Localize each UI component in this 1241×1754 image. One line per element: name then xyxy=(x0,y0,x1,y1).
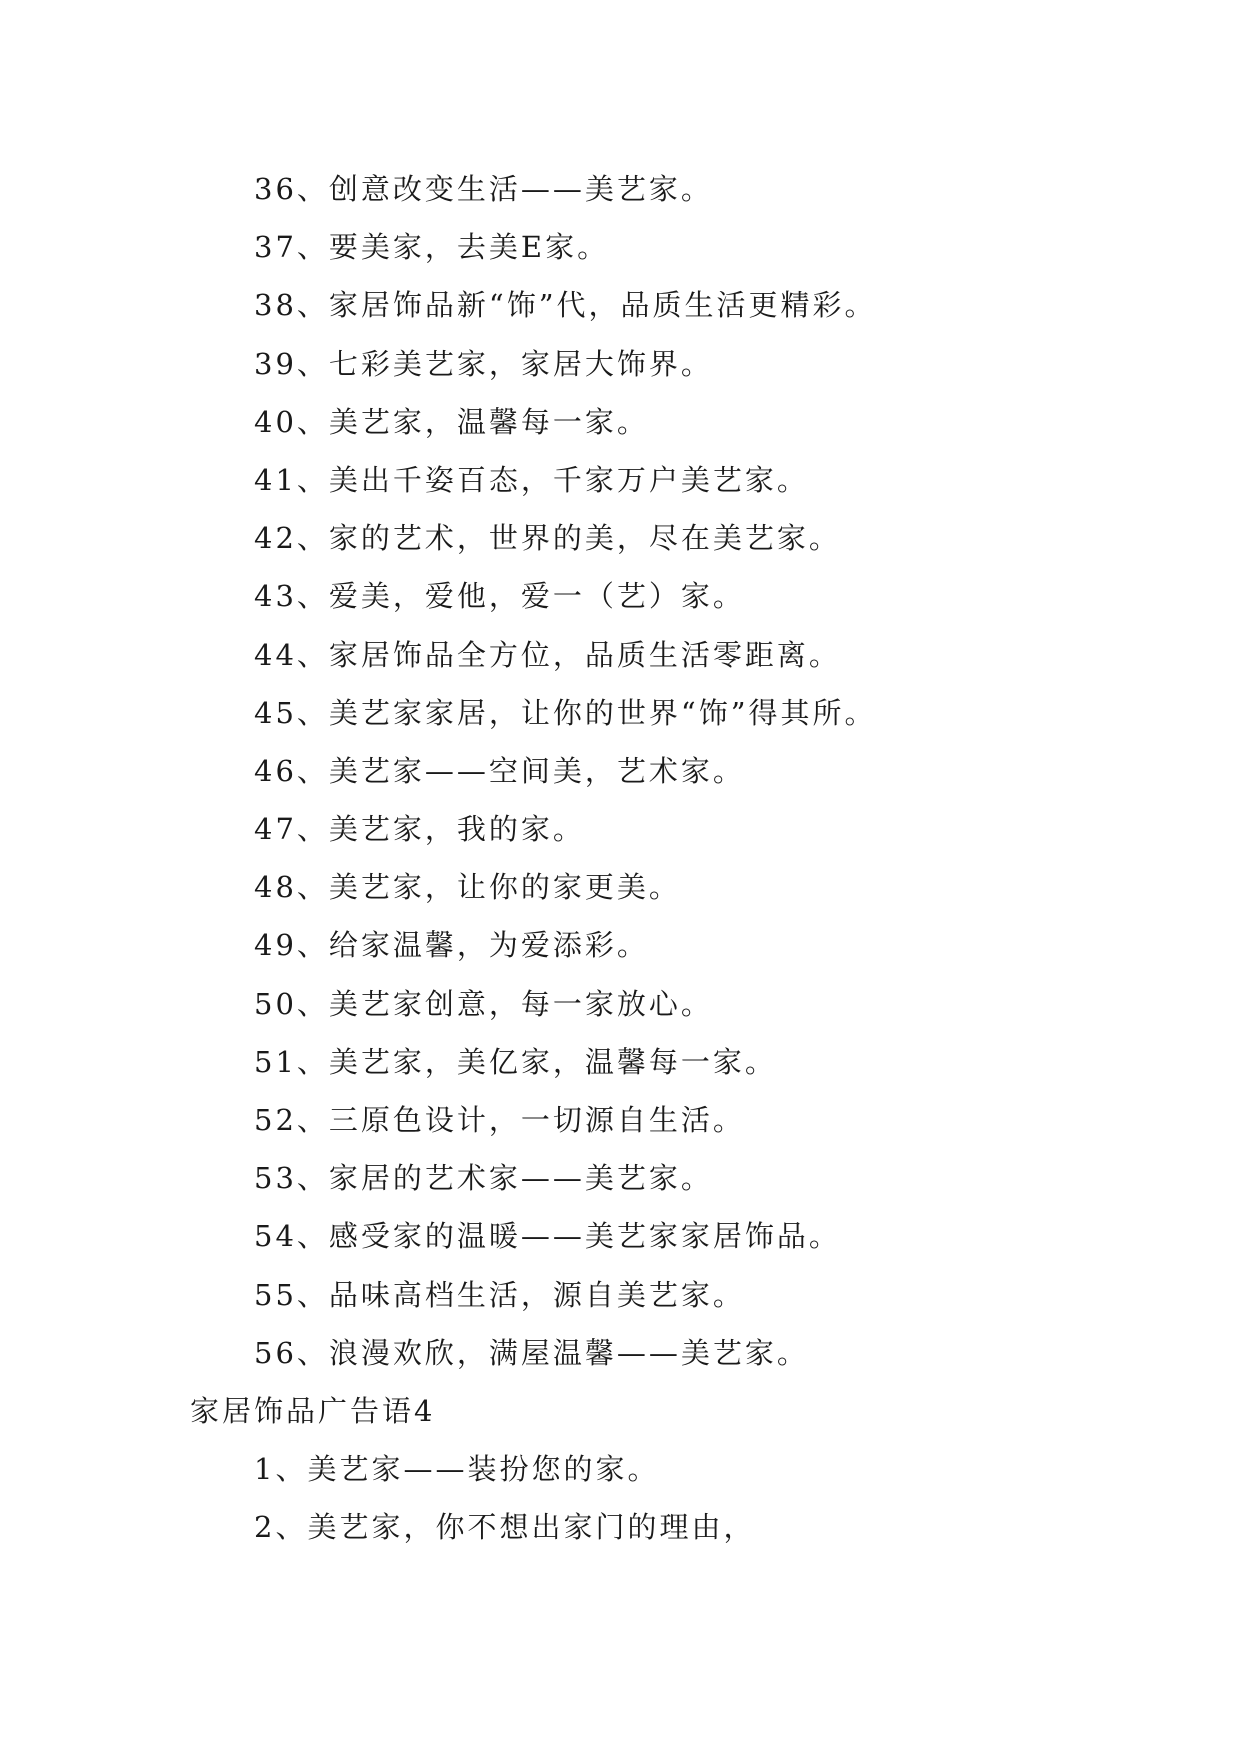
list-item: 45、美艺家家居，让你的世界“饰”得其所。 xyxy=(254,695,877,730)
list-item: 37、要美家，去美E家。 xyxy=(254,230,610,265)
list-item: 47、美艺家，我的家。 xyxy=(254,812,585,847)
list-item: 52、三原色设计，一切源自生活。 xyxy=(254,1103,745,1137)
list-item: 42、家的艺术，世界的美，尽在美艺家。 xyxy=(254,521,841,556)
list-item: 44、家居饰品全方位，品质生活零距离。 xyxy=(254,637,841,672)
list-item: 46、美艺家——空间美，艺术家。 xyxy=(254,753,745,788)
list-item: 49、给家温馨，为爱添彩。 xyxy=(254,928,649,963)
list-item: 55、品味高档生活，源自美艺家。 xyxy=(254,1277,745,1312)
list-item: 53、家居的艺术家——美艺家。 xyxy=(254,1161,713,1196)
document-body xyxy=(190,160,1150,1557)
list-item: 2、美艺家，你不想出家门的理由， xyxy=(254,1510,756,1545)
list-item: 40、美艺家，温馨每一家。 xyxy=(254,404,649,439)
list-item: 36、创意改变生活——美艺家。 xyxy=(254,172,713,206)
list-item: 48、美艺家，让你的家更美。 xyxy=(254,870,681,905)
list-item: 1、美艺家——装扮您的家。 xyxy=(254,1452,660,1487)
list-item: 43、爱美，爱他，爱一（艺）家。 xyxy=(254,579,745,614)
list-item: 50、美艺家创意，每一家放心。 xyxy=(254,986,713,1021)
section-heading: 家居饰品广告语4 xyxy=(190,1393,436,1428)
list-item: 41、美出千姿百态，千家万户美艺家。 xyxy=(254,462,809,497)
list-item: 54、感受家的温暖——美艺家家居饰品。 xyxy=(254,1219,841,1254)
list-item: 39、七彩美艺家，家居大饰界。 xyxy=(254,346,713,381)
list-item: 56、浪漫欢欣，满屋温馨——美艺家。 xyxy=(254,1335,809,1370)
list-item: 51、美艺家，美亿家，温馨每一家。 xyxy=(254,1044,777,1079)
list-item: 38、家居饰品新“饰”代，品质生活更精彩。 xyxy=(254,288,877,323)
